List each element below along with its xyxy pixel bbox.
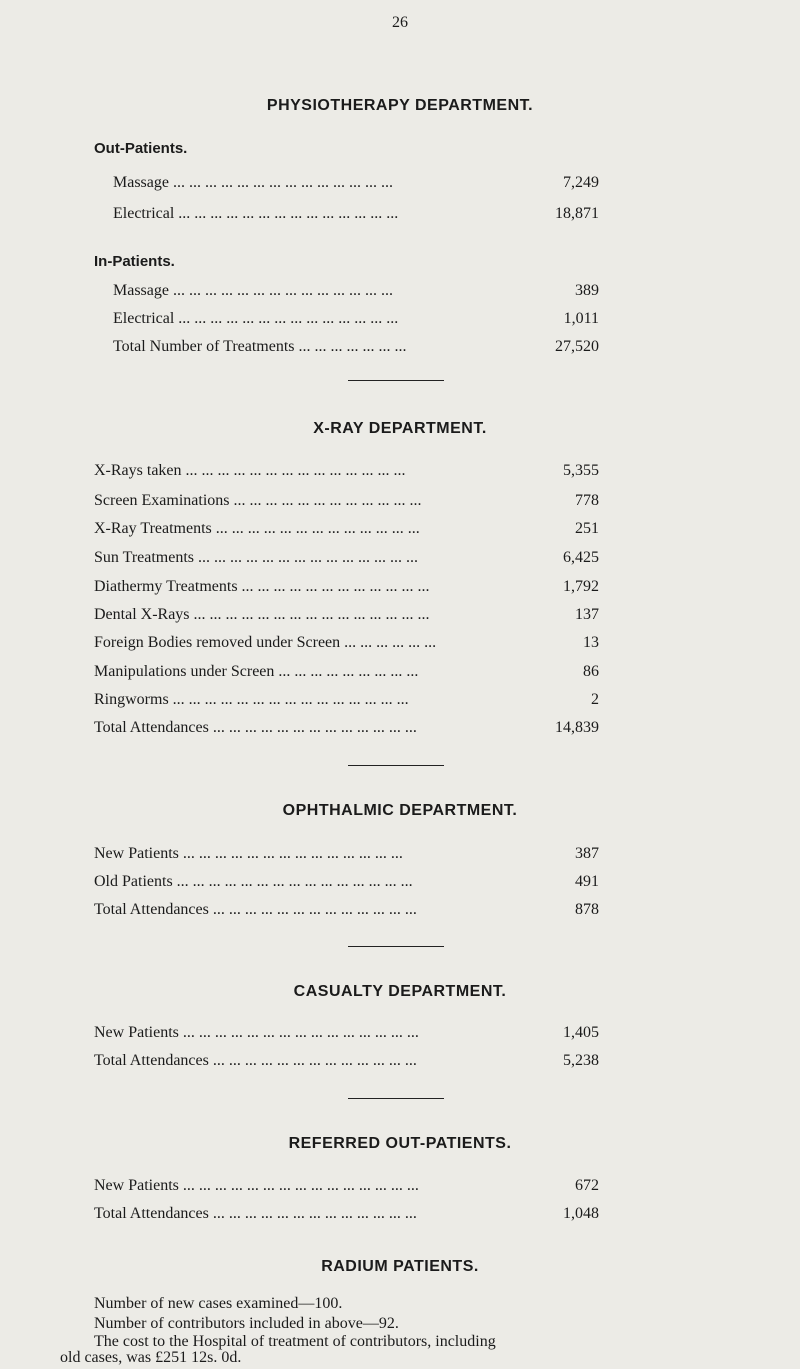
out-patients-subheading: Out-Patients. [94, 140, 188, 157]
row-label: Sun Treatments ... ... ... ... ... ... ... ... ... ... ... ... ... ... [94, 549, 419, 566]
physio-row [113, 203, 599, 225]
row-value: 2 [591, 691, 599, 708]
row-label: Total Attendances ... ... ... ... ... ... ... ... ... ... ... ... ... [94, 901, 417, 918]
row-value: 5,355 [563, 462, 599, 479]
physio-row [113, 280, 599, 302]
row-value: 7,249 [563, 174, 599, 191]
radium-cost-line: The cost to the Hospital of treatment of contributors, including [94, 1333, 496, 1350]
radium-cost-line-2: old cases, was £251 12s. 0d. [60, 1349, 242, 1366]
row-label: Old Patients ... ... ... ... ... ... ... ... ... ... ... ... ... ... ... [94, 873, 413, 890]
row-value: 13 [583, 634, 599, 651]
physiotherapy-heading: PHYSIOTHERAPY DEPARTMENT. [266, 97, 534, 114]
row-label: Ringworms ... ... ... ... ... ... ... ... ... ... ... ... ... ... ... [94, 691, 409, 708]
row-value: 389 [575, 282, 599, 299]
physio-row [113, 308, 599, 330]
row-value: 1,048 [563, 1205, 599, 1222]
section-divider [348, 1098, 444, 1099]
referred-heading: REFERRED OUT-PATIENTS. [288, 1135, 512, 1152]
row-label: Total Attendances ... ... ... ... ... ... ... ... ... ... ... ... ... [94, 1205, 417, 1222]
ophthalmic-total-row [94, 899, 599, 921]
xray-row [94, 661, 599, 683]
row-label: X-Rays taken ... ... ... ... ... ... ... ... ... ... ... ... ... ... [94, 462, 406, 479]
row-label: Total Attendances ... ... ... ... ... ... ... ... ... ... ... ... ... [94, 719, 417, 736]
row-value: 1,011 [563, 310, 599, 327]
xray-row [94, 604, 599, 626]
physio-total-row [113, 336, 599, 358]
in-patients-subheading: In-Patients. [94, 253, 175, 270]
row-label: Manipulations under Screen ... ... ... ... ... ... ... ... ... [94, 663, 419, 680]
row-label: X-Ray Treatments ... ... ... ... ... ... ... ... ... ... ... ... ... [94, 520, 420, 537]
xray-row [94, 490, 599, 512]
referred-row [94, 1175, 599, 1197]
xray-row [94, 689, 599, 711]
xray-heading: X-RAY DEPARTMENT. [313, 420, 487, 437]
radium-new-cases: Number of new cases examined—100. [94, 1295, 343, 1312]
row-value: 27,520 [555, 338, 599, 355]
radium-contributors: Number of contributors included in above—92. [94, 1315, 399, 1332]
row-value: 1,405 [563, 1024, 599, 1041]
row-value: 1,792 [563, 578, 599, 595]
row-label: Massage ... ... ... ... ... ... ... ... ... ... ... ... ... ... [113, 174, 393, 191]
row-value: 387 [575, 845, 599, 862]
row-label: Screen Examinations ... ... ... ... ... ... ... ... ... ... ... ... [94, 492, 422, 509]
page-number: 26 [392, 14, 408, 31]
ophthalmic-heading: OPHTHALMIC DEPARTMENT. [282, 802, 518, 819]
xray-row [94, 632, 599, 654]
casualty-row [94, 1022, 599, 1044]
row-value: 491 [575, 873, 599, 890]
row-value: 251 [575, 520, 599, 537]
row-label: Foreign Bodies removed under Screen ... ... ... ... ... ... [94, 634, 437, 651]
row-label: Electrical ... ... ... ... ... ... ... ... ... ... ... ... ... ... [113, 205, 399, 222]
row-label: Diathermy Treatments ... ... ... ... ... ... ... ... ... ... ... ... [94, 578, 430, 595]
xray-row [94, 460, 599, 482]
xray-row [94, 547, 599, 569]
xray-total-row [94, 717, 599, 739]
row-value: 5,238 [563, 1052, 599, 1069]
section-divider [348, 380, 444, 381]
row-label: Total Number of Treatments ... ... ... ... ... ... ... [113, 338, 407, 355]
radium-heading: RADIUM PATIENTS. [321, 1258, 479, 1275]
row-value: 878 [575, 901, 599, 918]
physio-row [113, 172, 599, 194]
casualty-total-row [94, 1050, 599, 1072]
row-value: 778 [575, 492, 599, 509]
row-value: 18,871 [555, 205, 599, 222]
section-divider [348, 946, 444, 947]
ophthalmic-row [94, 843, 599, 865]
row-label: New Patients ... ... ... ... ... ... ... ... ... ... ... ... ... ... ... [94, 1024, 419, 1041]
ophthalmic-row [94, 871, 599, 893]
row-value: 672 [575, 1177, 599, 1194]
row-value: 14,839 [555, 719, 599, 736]
section-divider [348, 765, 444, 766]
row-label: New Patients ... ... ... ... ... ... ... ... ... ... ... ... ... ... [94, 845, 403, 862]
xray-row [94, 518, 599, 540]
xray-row [94, 576, 599, 598]
row-label: Electrical ... ... ... ... ... ... ... ... ... ... ... ... ... ... [113, 310, 399, 327]
row-label: Dental X-Rays ... ... ... ... ... ... ... ... ... ... ... ... ... ... ... [94, 606, 430, 623]
row-label: Total Attendances ... ... ... ... ... ... ... ... ... ... ... ... ... [94, 1052, 417, 1069]
row-value: 86 [583, 663, 599, 680]
row-value: 137 [575, 606, 599, 623]
referred-total-row [94, 1203, 599, 1225]
row-value: 6,425 [563, 549, 599, 566]
row-label: New Patients ... ... ... ... ... ... ... ... ... ... ... ... ... ... ... [94, 1177, 419, 1194]
casualty-heading: CASUALTY DEPARTMENT. [293, 983, 507, 1000]
row-label: Massage ... ... ... ... ... ... ... ... ... ... ... ... ... ... [113, 282, 393, 299]
